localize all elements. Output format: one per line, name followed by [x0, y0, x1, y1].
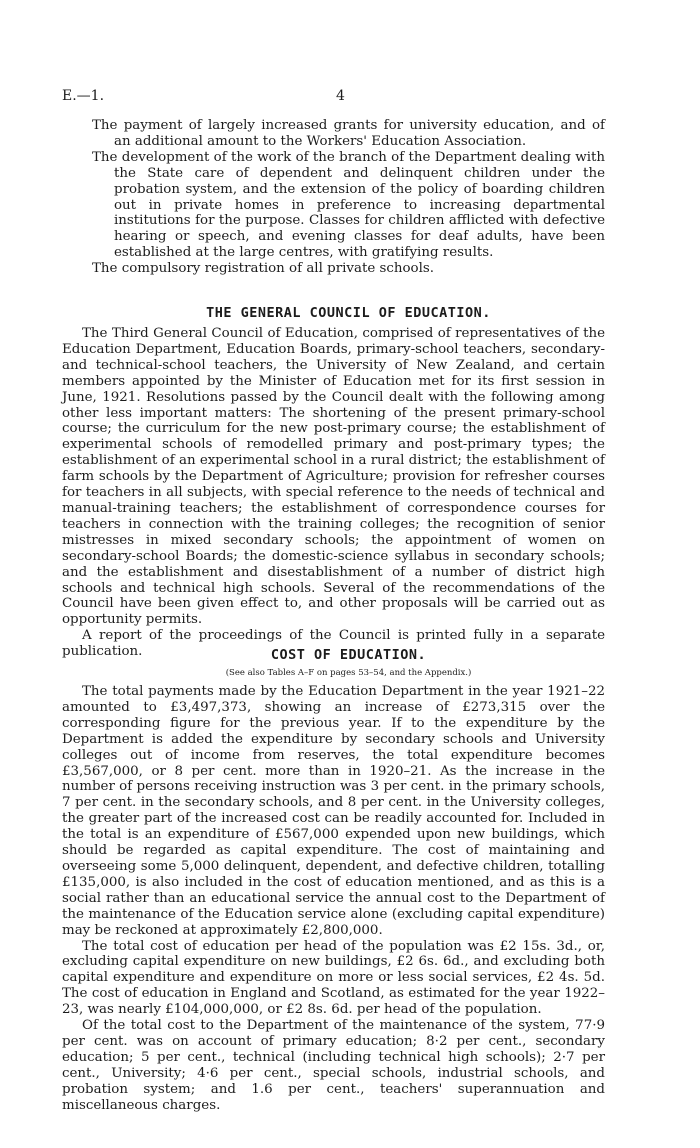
cost-paragraph: The total payments made by the Education Department in the year 1921–22 amounted to £3,497,373, showing an increase of £273,315 over the corresponding figure for the previous year. If to the expenditure by the Department is added the expenditure by secondary schools and University colleges out of income from reserves, the total expenditure becomes £3,567,000, or 8 per cent. more than in 1920–21. As the increase in the number of persons receiving instruction was 3 per cent. in the primary schools, 7 per cent. in the secondary schools, and 8 per cent. in the University colleges, the greater part of the increased cost can be readily accounted for. Included in the total is an expenditure of £567,000 expended upon new buildings, which should be regarded as capital expenditure. The cost of maintaining and overseeing some 5,000 delinquent, dependent, and defective children, totalling £135,000, is also included in the cost of education mentioned, and as this is a social rather than an educational service the annual cost to the Department of the maintenance of the Education service alone (excluding capital expenditure) may be reckoned at approximately £2,800,000. — [62, 684, 605, 938]
council-paragraph: The Third General Council of Education, comprised of representatives of the Education Department, Education Boards, primary-school teachers, secondary- and technical-school teachers, the University of New Zealand, and certain members appointed by the Minister of Education met for its first session in June, 1921. Resolutions passed by the Council dealt with the following among other less important matters: The shortening of the present primary-school course; the curriculum for the new post-primary course; the establishment of experimental schools of remodelled primary and post-primary types; the establishment of an experimental school in a rural district; the establishment of farm schools by the Department of Agriculture; provision for refresher courses for teachers in all subjects, with special reference to the needs of technical and manual-training teachers; the establishment of correspondence courses for teachers in connection with the training colleges; the recognition of senior mistresses in mixed secondary schools; the appointment of women on secondary-school Boards; the domestic-science syllabus in secondary schools; and the establishment and disestablishment of a number of district high schools and technical high schools. Several of the recommendations of the Council have been given effect to, and other proposals will be carried out as opportunity permits. — [62, 326, 605, 628]
cost-paragraph: The total cost of education per head of the population was £2 15s. 3d., or, excluding capital expenditure on new buildings, £2 6s. 6d., and excluding both capital expenditure and expenditure on more or less social services, £2 4s. 5d. The cost of education in England and Scotland, as estimated for the year 1922–23, was nearly £104,000,000, or £2 8s. 6d. per head of the population. — [62, 938, 605, 1018]
list-item: The development of the work of the branch of the Department dealing with the State care of dependent and delinquent children under the probation system, and the extension of the policy of boarding children out in private homes in preference to increasing departmental institutions for the purpose. Classes for children afflicted with defective hearing or speech, and evening classes for deaf adults, have been established at the large centres, with gratifying results. — [92, 149, 605, 261]
section-heading-council: THE GENERAL COUNCIL OF EDUCATION. — [206, 305, 491, 321]
report-reference: E.—1. — [62, 88, 105, 104]
cost-subheading: (See also Tables A–F on pages 53–54, and the Appendix.) — [225, 668, 472, 678]
cost-paragraph: Of the total cost to the Department of the maintenance of the system, 77·9 per cent. was on account of primary education; 8·2 per cent., secondary education; 5 per cent., technical (including technical high schools); 2·7 per cent., University; 4·6 per cent., special schools, industrial schools, and probation system; and 1.6 per cent., teachers' superannuation and miscellaneous charges. — [62, 1018, 605, 1113]
page-number: 4 — [336, 88, 345, 104]
council-body — [62, 326, 605, 660]
council-paragraph: A report of the proceedings of the Council is printed fully in a separate publication. — [62, 628, 605, 660]
section-heading-cost: COST OF EDUCATION. — [270, 647, 427, 663]
list-item: The payment of largely increased grants for university education, and of an additional amount to the Workers' Education Association. — [92, 118, 605, 149]
cost-body — [62, 684, 605, 1113]
list-item: The compulsory registration of all private schools. — [92, 261, 435, 277]
list-block — [92, 118, 605, 277]
